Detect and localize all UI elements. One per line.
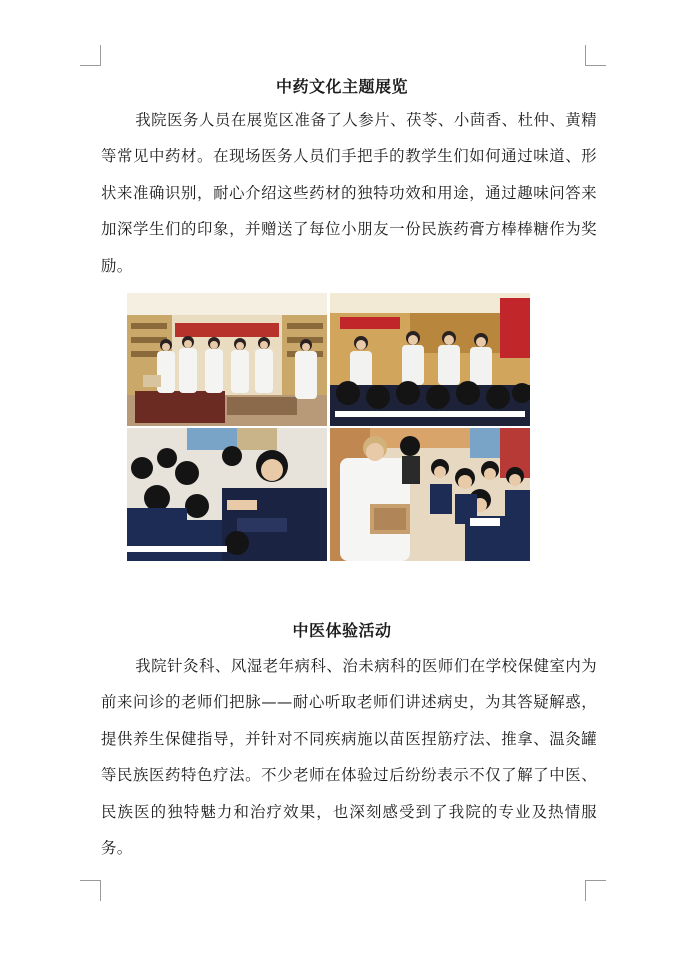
section-heading-tcm-experience: 中医体验活动 bbox=[292, 621, 392, 640]
staff-with-students-photo bbox=[330, 293, 530, 426]
section-paragraph-tcm-experience bbox=[101, 648, 597, 866]
paragraph-text: 我院针灸科、风湿老年病科、治未病科的医师们在学校保健室内为前来问诊的老师们把脉——耐心听取老师们讲述病史，为其答疑解惑，提供养生保健指导，并针对不同疾病施以苗医捏筋疗法、推拿、温灸罐等民族医药特色疗法。不少老师在体验过后纷纷表示不仅了解了中医、民族医的独特魅力和治疗效果，也深刻感受到了我院的专业及热情服务。 bbox=[101, 657, 597, 858]
crop-mark-bottom-left bbox=[80, 880, 101, 901]
crop-mark-top-right bbox=[585, 45, 606, 66]
photo-collage bbox=[127, 293, 530, 561]
doctor-showing-herb-box-photo bbox=[330, 428, 530, 561]
staff-in-exhibition-hall-photo bbox=[127, 293, 327, 426]
paragraph-text: 我院医务人员在展览区准备了人参片、茯苓、小茴香、杜仲、黄精等常见中药材。在现场医务人员们手把手的教学生们如何通过味道、形状来准确识别，耐心介绍这些药材的独特功效和用途，通过趣味问答来加深学生们的印象，并赠送了每位小朋友一份民族药膏方棒棒糖作为奖励。 bbox=[101, 111, 597, 275]
crop-mark-bottom-right bbox=[585, 880, 606, 901]
section-heading-exhibition: 中药文化主题展览 bbox=[275, 77, 408, 96]
section-paragraph-exhibition bbox=[101, 102, 597, 284]
crop-mark-top-left bbox=[80, 45, 101, 66]
students-identifying-herbs-photo bbox=[127, 428, 327, 561]
